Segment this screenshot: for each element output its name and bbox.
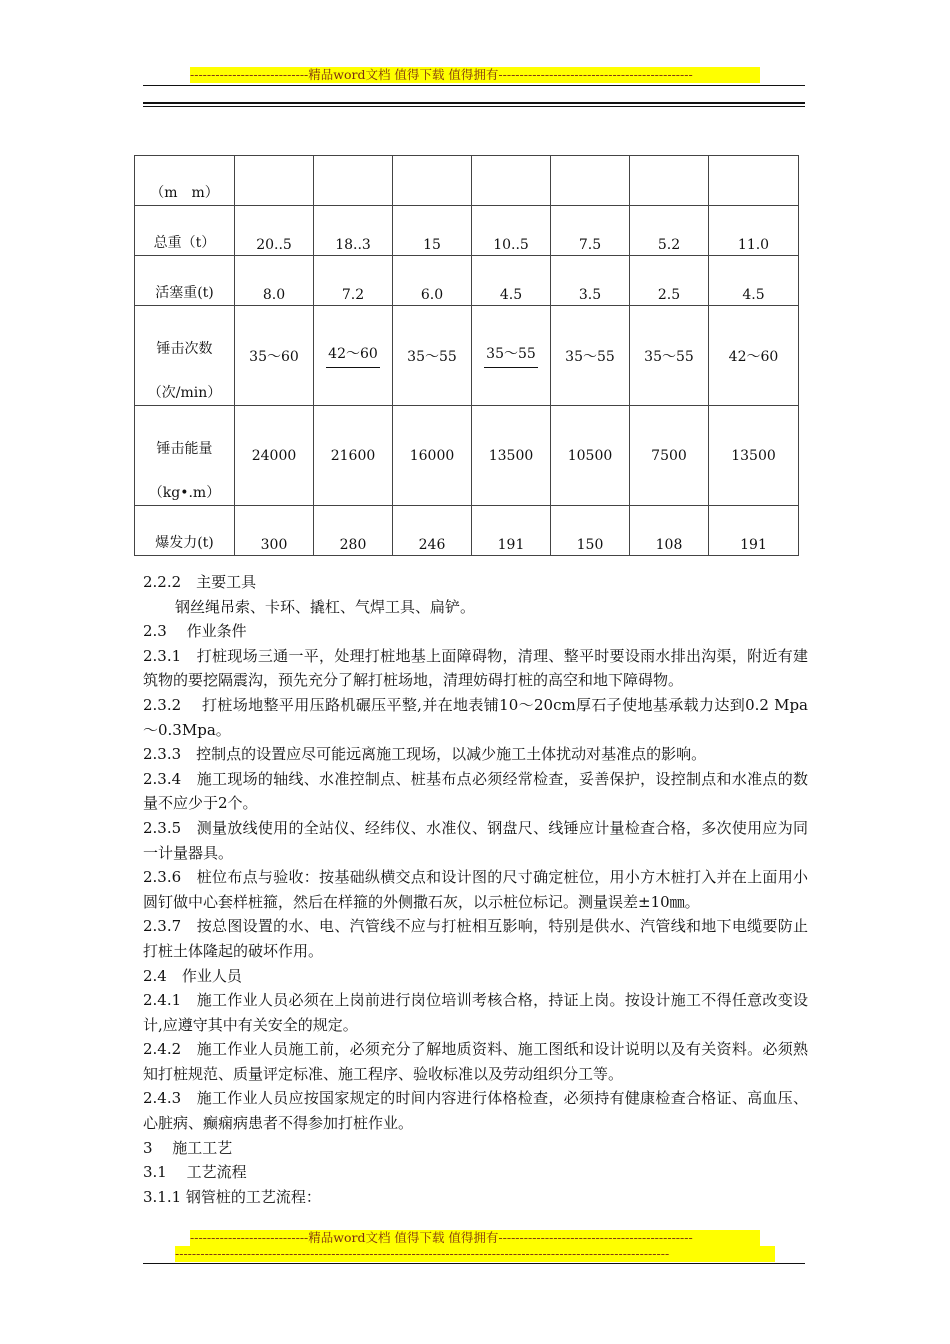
table-cell: 11.0 (709, 206, 799, 256)
table-cell: 5.2 (630, 206, 709, 256)
footer-dashes: --------------------------------------------------------------------------------------------------------------------- (175, 1246, 775, 1262)
table-row (135, 506, 799, 556)
table-cell: 35～55 (393, 306, 472, 406)
table-row (135, 206, 799, 256)
table-cell: 24000 (235, 406, 314, 506)
table-cell (551, 156, 630, 206)
table-cell (630, 156, 709, 206)
table-cell: 20..5 (235, 206, 314, 256)
table-cell: 35～60 (235, 306, 314, 406)
section-heading: 2.3 作业条件 (143, 622, 247, 641)
table-cell: 300 (235, 506, 314, 556)
table-cell: 35～55 (472, 306, 551, 406)
section-heading: 3 施工工艺 (143, 1138, 233, 1157)
table-cell: 150 (551, 506, 630, 556)
paragraph: 钢丝绳吊索、卡环、撬杠、气焊工具、扁铲。 (175, 597, 476, 616)
table-cell: 42～60 (709, 306, 799, 406)
hammer-spec-table (134, 155, 799, 556)
table-cell: 10500 (551, 406, 630, 506)
table-cell: 2.5 (630, 256, 709, 306)
table-cell: 191 (472, 506, 551, 556)
paragraph: 2.3.6 桩位布点与验收：按基础纵横交点和设计图的尺寸确定桩位，用小方木桩打入并在上面用小圆钉做中心套样桩箍，然后在样箍的外侧撒石灰，以示桩位标记。测量误差±10㎜。 (143, 868, 808, 911)
table-cell: 35～55 (630, 306, 709, 406)
row-label: 锤击次数 （次/min） (135, 306, 235, 406)
paragraph: 2.3.1 打桩现场三通一平，处理打桩地基上面障碍物，清理、整平时要设雨水排出沟渠，附近有建筑物的要挖隔震沟，预先充分了解打桩场地，清理妨碍打桩的高空和地下障碍物。 (143, 646, 808, 690)
section-heading: 2.4 作业人员 (143, 966, 242, 985)
table-cell: 10..5 (472, 206, 551, 256)
header-banner: ----------------------------精品word文档 值得下载 值得拥有---------------------------------------------- (190, 67, 760, 83)
table-cell: 3.5 (551, 256, 630, 306)
table-row (135, 306, 799, 406)
table-cell: 4.5 (472, 256, 551, 306)
row-label: 总重（t） (135, 206, 235, 256)
paragraph: 2.4.2 施工作业人员施工前，必须充分了解地质资料、施工图纸和设计说明以及有关资料。必须熟知打桩规范、质量评定标准、施工程序、验收标准以及劳动组织分工等。 (143, 1040, 808, 1083)
paragraph: 2.4.1 施工作业人员必须在上岗前进行岗位培训考核合格，持证上岗。按设计施工不得任意改变设计,应遵守其中有关安全的规定。 (143, 991, 808, 1034)
table-cell (393, 156, 472, 206)
header-rule-top (143, 102, 805, 104)
table-cell: 15 (393, 206, 472, 256)
table-cell (472, 156, 551, 206)
table-cell: 7.2 (314, 256, 393, 306)
section-heading: 3.1 工艺流程 (143, 1163, 247, 1182)
table-row (135, 406, 799, 506)
table-cell: 21600 (314, 406, 393, 506)
table-cell: 6.0 (393, 256, 472, 306)
table-cell (314, 156, 393, 206)
table-cell: 35～55 (551, 306, 630, 406)
paragraph: 2.3.3 控制点的设置应尽可能远离施工现场，以减少施工土体扰动对基准点的影响。 (143, 745, 707, 764)
table-cell: 191 (709, 506, 799, 556)
table-cell (709, 156, 799, 206)
table-row (135, 256, 799, 306)
header-rule-bottom (143, 106, 805, 107)
table-cell: 8.0 (235, 256, 314, 306)
section-heading: 3.1.1 钢管桩的工艺流程： (143, 1187, 321, 1206)
row-label: 活塞重(t) (135, 256, 235, 306)
table-cell (235, 156, 314, 206)
table-cell: 108 (630, 506, 709, 556)
paragraph: 2.4.3 施工作业人员应按国家规定的时间内容进行体格检查，必须持有健康检查合格证、高血压、心脏病、癫痫病患者不得参加打桩作业。 (143, 1089, 808, 1133)
table-cell: 13500 (709, 406, 799, 506)
paragraph: 2.3.7 按总图设置的水、电、汽管线不应与打桩相互影响，特别是供水、汽管线和地下电缆要防止打桩土体隆起的破坏作用。 (143, 917, 808, 960)
table-cell: 42～60 (314, 306, 393, 406)
table-cell: 7.5 (551, 206, 630, 256)
row-label: 爆发力(t) (135, 506, 235, 556)
table-cell: 246 (393, 506, 472, 556)
paragraph: 2.3.2 打桩场地整平用压路机碾压平整,并在地表铺10～20cm厚石子使地基承载力达到0.2 Mpa ～0.3Mpa。 (143, 695, 808, 739)
table-cell: 18..3 (314, 206, 393, 256)
table-cell: 16000 (393, 406, 472, 506)
paragraph: 2.3.4 施工现场的轴线、水准控制点、桩基布点必须经常检查，妥善保护，设控制点和水准点的数量不应少于2个。 (143, 769, 808, 813)
header-rule-thin (143, 85, 805, 86)
row-label: 锤击能量 （kg•.m） (135, 406, 235, 506)
footer-rule (143, 1263, 805, 1264)
section-heading: 2.2.2 主要工具 (143, 573, 257, 591)
document-body (143, 570, 808, 1209)
paragraph: 2.3.5 测量放线使用的全站仪、经纬仪、水准仪、钢盘尺、线锤应计量检查合格，多次使用应为同一计量器具。 (143, 818, 808, 862)
table-cell: 4.5 (709, 256, 799, 306)
table-row (135, 156, 799, 206)
row-label: （m m） (135, 156, 235, 206)
table-cell: 7500 (630, 406, 709, 506)
table-cell: 280 (314, 506, 393, 556)
footer-banner: ----------------------------精品word文档 值得下载 值得拥有---------------------------------------------- (190, 1230, 760, 1246)
table-cell: 13500 (472, 406, 551, 506)
